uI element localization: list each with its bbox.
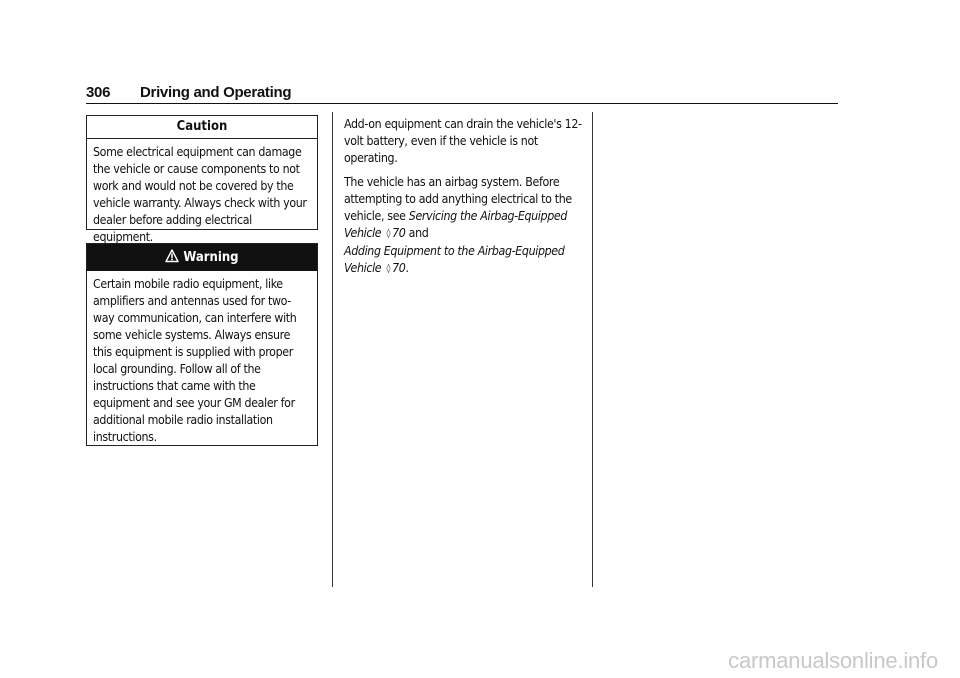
page-ref-arrow-icon: ◊ — [386, 229, 391, 239]
warning-box — [86, 243, 318, 446]
connector-text: and — [408, 226, 429, 240]
xref-servicing-airbag-page[interactable]: 70 — [392, 226, 406, 240]
main-text-column — [344, 116, 582, 285]
battery-paragraph: Add-on equipment can drain the vehicle's 12-volt battery, even if the vehicle is not operating. — [344, 117, 582, 165]
sentence-end: . — [405, 261, 409, 275]
airbag-intro-text: The vehicle has an airbag system. Before attempting to add anything electrical to the vehicle, see — [344, 175, 572, 223]
warning-title: Warning — [183, 250, 239, 265]
warning-body: Certain mobile radio equipment, like amplifiers and antennas used for two-way communication, can interfere with some vehicle systems. Always ensure this equipment is supplied with proper local grounding. Follow all of the instructions that came with the equipment and see your GM dealer for additional mobile radio installation instructions. — [93, 277, 297, 444]
caution-body: Some electrical equipment can damage the vehicle or cause components to not work and would not be covered by the vehicle warranty. Always check with your dealer before adding electrical equipment. — [93, 145, 307, 244]
page-ref-arrow-icon: ◊ — [386, 264, 391, 274]
section-title: Driving and Operating — [140, 84, 292, 101]
xref-adding-equipment[interactable]: Adding Equipment to the Airbag-Equipped Vehicle — [344, 244, 565, 275]
airbag-paragraph — [344, 174, 582, 278]
page-header — [86, 84, 838, 104]
xref-adding-equipment-page[interactable]: 70 — [392, 261, 406, 275]
caution-box — [86, 115, 318, 244]
column-divider-2 — [592, 112, 593, 587]
page-number: 306 — [86, 84, 111, 101]
caution-title: Caution — [87, 116, 317, 139]
column-divider-1 — [332, 112, 333, 587]
xref-servicing-airbag[interactable]: Servicing the Airbag-Equipped Vehicle — [344, 209, 568, 240]
warning-header — [87, 244, 317, 271]
watermark: carmanualsonline.info — [728, 648, 938, 673]
warning-triangle-icon — [165, 249, 179, 263]
